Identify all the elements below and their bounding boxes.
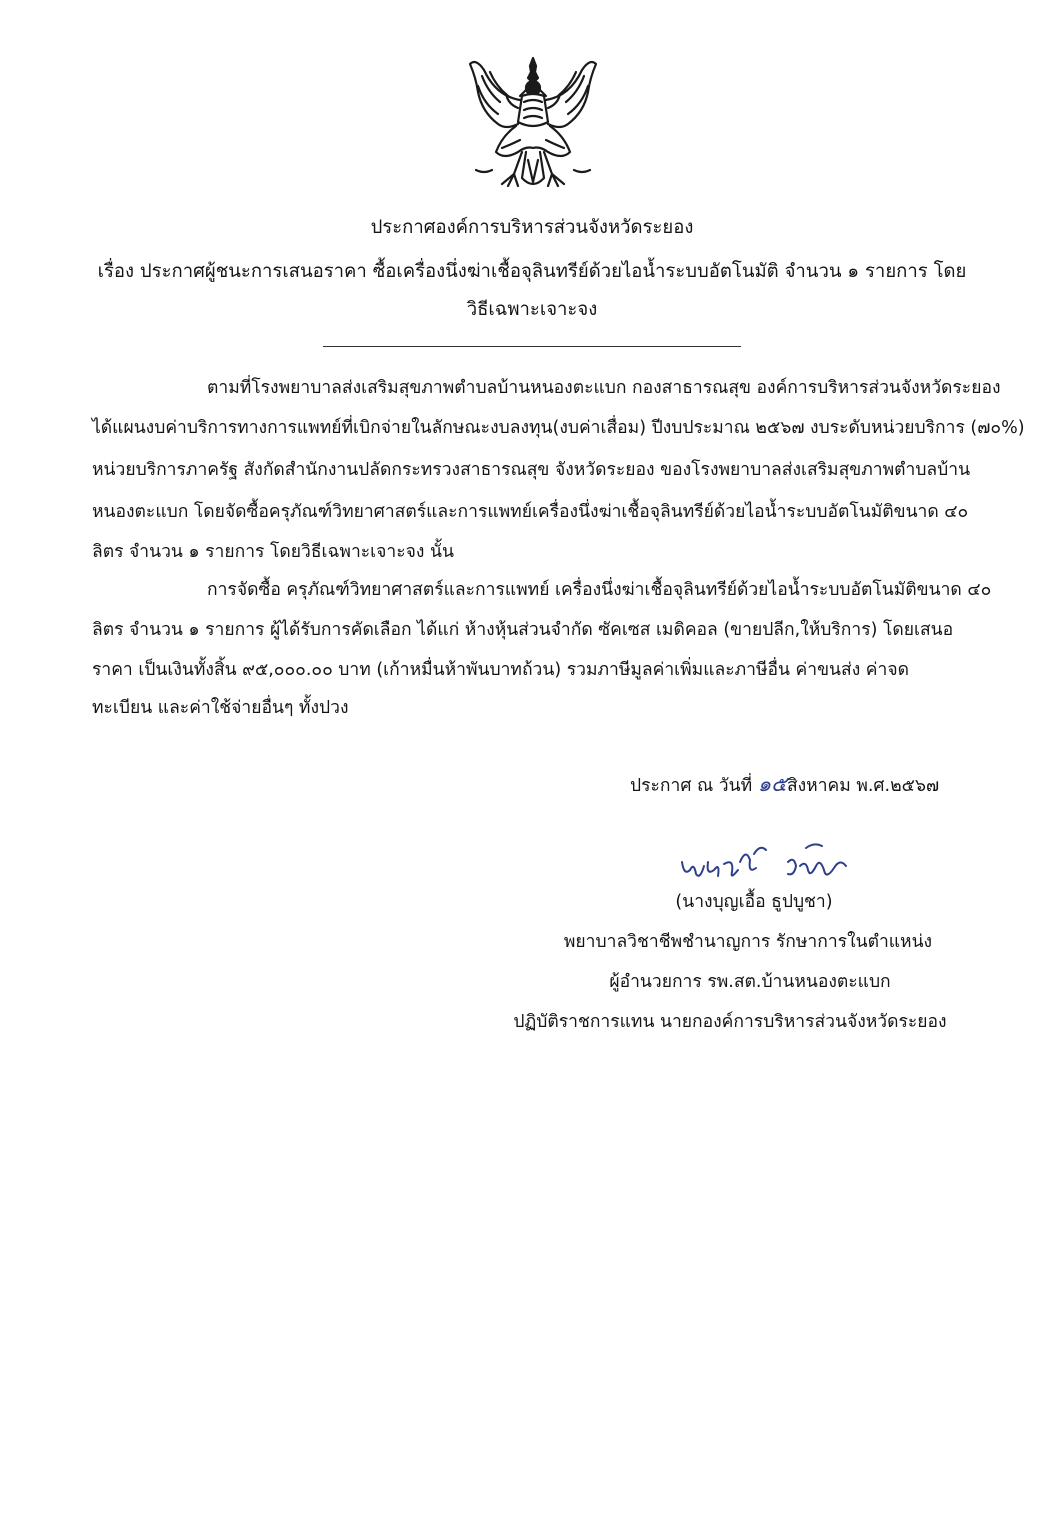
garuda-emblem-icon — [462, 52, 604, 202]
paragraph-1-line: หนองตะแบก โดยจัดซื้อครุภัณฑ์วิทยาศาสตร์และการแพทย์เครื่องนึ่งฆ่าเชื้อจุลินทรีย์ด้วยไอน้ำระบบอัตโนมัติขนาด ๔๐ — [92, 502, 969, 522]
paragraph-1-line: หน่วยบริการภาครัฐ สังกัดสำนักงานปลัดกระทรวงสาธารณสุข จังหวัดระยอง ของโรงพยาบาลส่งเสริมสุขภาพตำบลบ้าน — [92, 460, 971, 480]
paragraph-1-line: ลิตร จำนวน ๑ รายการ โดยวิธีเฉพาะเจาะจง นั้น — [92, 542, 454, 562]
announcement-day: ๑๕ — [757, 772, 787, 796]
announcement-month-year: สิงหาคม พ.ศ.๒๕๖๗ — [786, 776, 940, 796]
issuer-title: ประกาศองค์การบริหารส่วนจังหวัดระยอง — [370, 217, 694, 238]
paragraph-2-line: ทะเบียน และค่าใช้จ่ายอื่นๆ ทั้งปวง — [92, 698, 349, 718]
announcement-date — [630, 772, 939, 798]
announcement-date-prefix: ประกาศ ณ วันที่ — [630, 776, 753, 796]
signatory-position-1: พยาบาลวิชาชีพชำนาญการ รักษาการในตำแหน่ง — [563, 932, 933, 952]
subject-line-1: เรื่อง ประกาศผู้ชนะการเสนอราคา ซื้อเครื่องนึ่งฆ่าเชื้อจุลินทรีย์ด้วยไอน้ำระบบอัตโนมัติ จำนวน ๑ รายการ โดย — [97, 261, 967, 282]
paragraph-2-line: ราคา เป็นเงินทั้งสิ้น ๙๕,๐๐๐.๐๐ บาท (เก้าหมื่นห้าพันบาทถ้วน) รวมภาษีมูลค่าเพิ่มและภาษีอื่น ค่าขนส่ง ค่าจด — [92, 660, 909, 680]
paragraph-1-line: ได้แผนงบค่าบริการทางการแพทย์ที่เบิกจ่ายในลักษณะงบลงทุน(งบค่าเสื่อม) ปีงบประมาณ ๒๕๖๗ งบระดับหน่วยบริการ (๗๐%) — [92, 418, 1025, 438]
signatory-position-2: ผู้อำนวยการ รพ.สต.บ้านหนองตะแบก — [609, 972, 891, 992]
paragraph-2-line: ลิตร จำนวน ๑ รายการ ผู้ได้รับการคัดเลือก ได้แก่ ห้างหุ้นส่วนจำกัด ซัคเซส เมดิคอล (ขายปลีก,ให้บริการ) โดยเสนอ — [92, 620, 954, 640]
signatory-position-3: ปฏิบัติราชการแทน นายกองค์การบริหารส่วนจังหวัดระยอง — [513, 1012, 947, 1032]
paragraph-2-line: การจัดซื้อ ครุภัณฑ์วิทยาศาสตร์และการแพทย์ เครื่องนึ่งฆ่าเชื้อจุลินทรีย์ด้วยไอน้ำระบบอัตโนมัติขนาด ๔๐ — [207, 580, 992, 600]
subject-line-2: วิธีเฉพาะเจาะจง — [466, 299, 598, 320]
signatory-name: (นางบุญเอื้อ ธูปบูชา) — [675, 892, 833, 912]
handwritten-signature — [676, 840, 866, 890]
paragraph-1-line: ตามที่โรงพยาบาลส่งเสริมสุขภาพตำบลบ้านหนองตะแบก กองสาธารณสุข องค์การบริหารส่วนจังหวัดระยอง — [207, 378, 1001, 398]
title-divider — [323, 346, 741, 347]
